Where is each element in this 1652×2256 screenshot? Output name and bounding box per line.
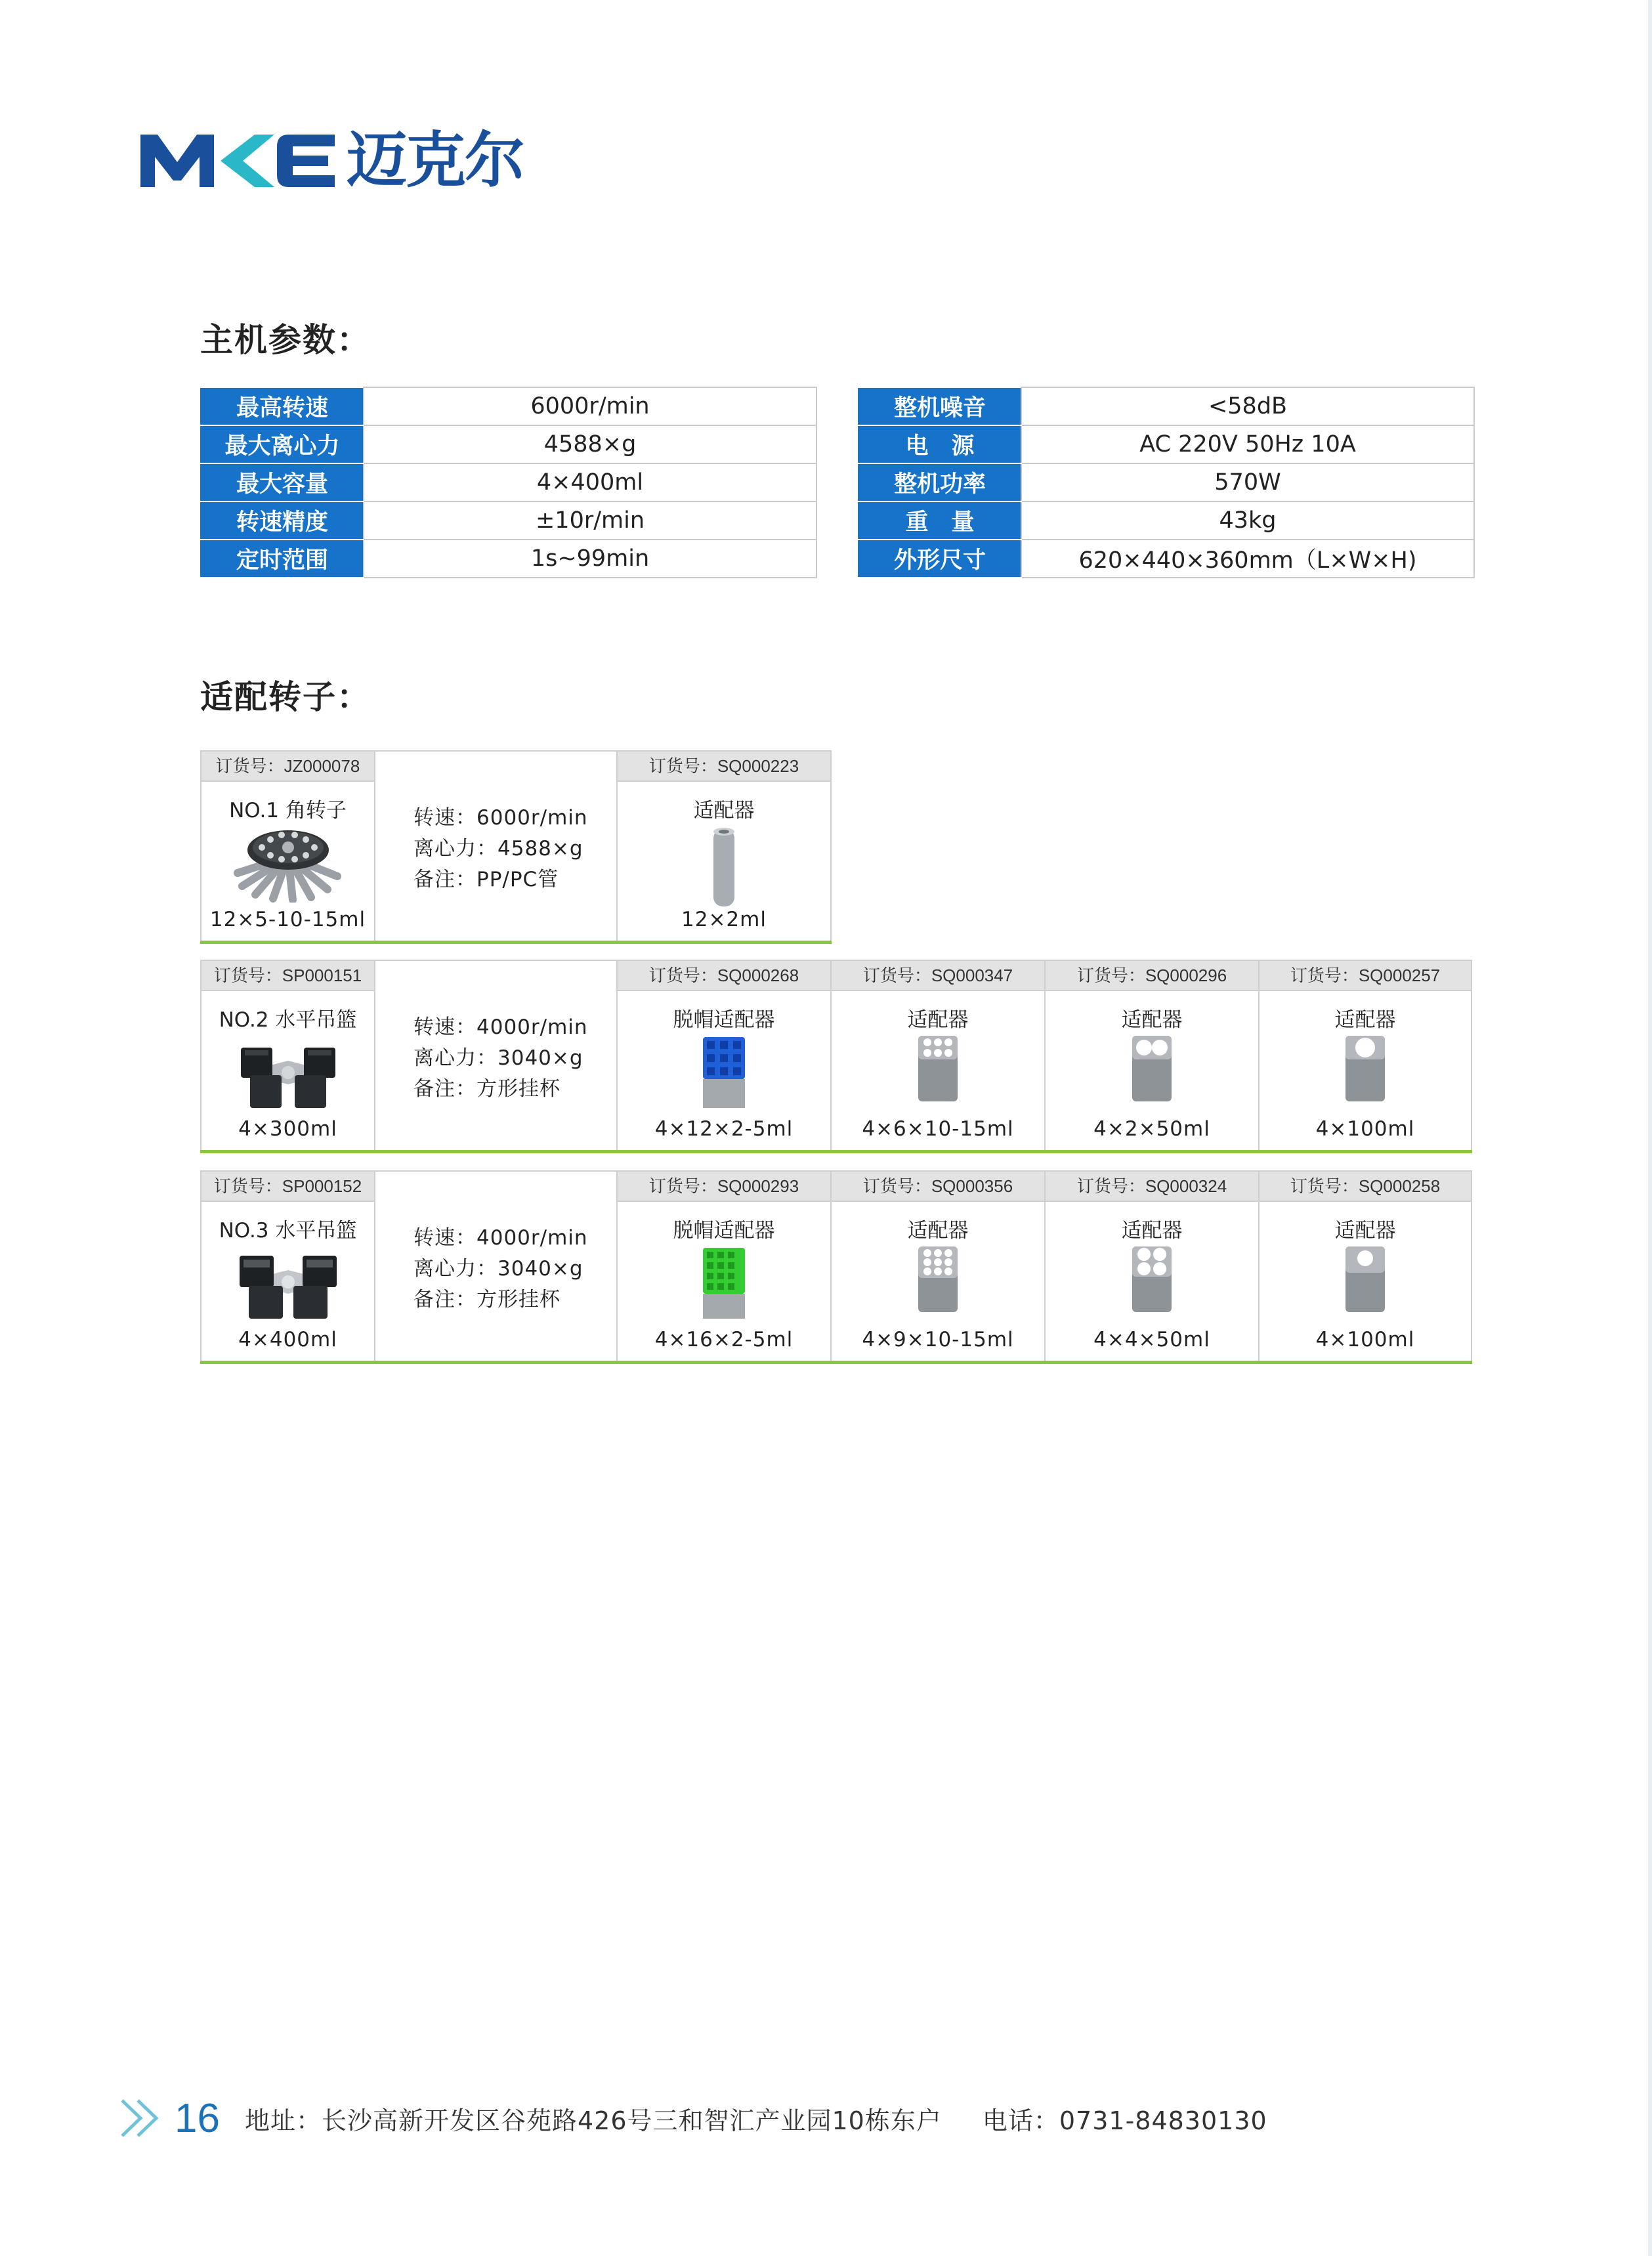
adapter-name: 适配器 [1121, 1008, 1183, 1032]
spec-row [201, 463, 816, 501]
nine-hole-adapter-image [917, 1245, 959, 1315]
adapter-capacity: 4×100ml [1315, 1117, 1415, 1141]
blue-decap-adapter-image [700, 1034, 748, 1111]
rotor-name: NO.1 角转子 [229, 799, 347, 822]
rotor-note: 备注：方形挂杯 [413, 1288, 561, 1311]
spec-value: 1s~99min [364, 540, 816, 578]
rotor-order-number: 订货号：SP000152 [200, 1170, 375, 1202]
four-hole-adapter-image [1131, 1245, 1173, 1315]
adapter-order-number: 订货号：SQ000258 [1258, 1170, 1472, 1202]
rotor-capacity: 12×5-10-15ml [209, 908, 366, 931]
tube-adapter-image [704, 825, 744, 910]
rotor-capacity: 4×400ml [238, 1328, 337, 1351]
rotor-rcf: 离心力：3040×g [413, 1257, 583, 1281]
spec-table-left [200, 387, 817, 578]
spec-row [201, 540, 816, 578]
spec-row [201, 425, 816, 463]
adapter-capacity: 12×2ml [681, 908, 767, 931]
rotor-specs-cell [374, 750, 618, 942]
brand-logo [138, 125, 524, 196]
rotor-name: NO.3 水平吊篮 [219, 1219, 357, 1243]
spec-row [858, 463, 1474, 501]
adapter-order-number: 订货号：SQ000268 [616, 960, 832, 991]
rotor-speed: 转速：4000r/min [413, 1226, 588, 1250]
spec-row [858, 387, 1474, 425]
adapter-capacity: 4×100ml [1315, 1328, 1415, 1351]
rotor-order-number: 订货号：JZ000078 [200, 750, 375, 782]
spec-value: ±10r/min [364, 501, 816, 540]
adapter-order-number: 订货号：SQ000356 [830, 1170, 1046, 1202]
rotor-cell [200, 780, 375, 942]
adapter-cell [830, 1201, 1046, 1362]
adapter-order-number: 订货号：SQ000324 [1044, 1170, 1260, 1202]
spec-row [858, 501, 1474, 540]
spec-value: 620×440×360mm（L×W×H) [1021, 540, 1474, 578]
six-hole-adapter-image [917, 1034, 959, 1104]
spec-label: 重 量 [858, 501, 1021, 540]
spec-value: 4588×g [364, 425, 816, 463]
spec-value: 570W [1021, 463, 1474, 501]
two-hole-adapter-image [1131, 1034, 1173, 1104]
row-divider [200, 941, 832, 944]
adapter-name: 脱帽适配器 [673, 1008, 775, 1032]
adapter-name: 适配器 [907, 1219, 969, 1243]
rotor-specs-cell [374, 960, 618, 1151]
single-hole-adapter-image [1344, 1245, 1386, 1315]
rotor-cell [200, 990, 375, 1151]
adapter-name: 适配器 [693, 799, 755, 822]
swing-bucket-rotor-image [236, 1034, 341, 1112]
spec-label: 最大容量 [201, 463, 364, 501]
spec-row [201, 501, 816, 540]
row-divider [200, 1150, 1472, 1153]
single-hole-adapter-image [1344, 1034, 1386, 1104]
rotor-specs [413, 803, 588, 895]
adapter-name: 适配器 [1334, 1008, 1396, 1032]
mke-logo-mark [138, 128, 341, 194]
footer-address: 地址：长沙高新开发区谷苑路426号三和智汇产业园10栋东户 [244, 2106, 942, 2135]
adapter-order-number: 订货号：SQ000257 [1258, 960, 1472, 991]
adapter-name: 适配器 [1334, 1219, 1396, 1243]
adapter-cell [1258, 990, 1472, 1151]
spec-table-right [858, 387, 1475, 578]
adapter-name: 适配器 [1121, 1219, 1183, 1243]
spec-label: 整机噪音 [858, 387, 1021, 425]
adapter-capacity: 4×9×10-15ml [862, 1328, 1014, 1351]
row-divider [200, 1361, 1472, 1364]
spec-label: 整机功率 [858, 463, 1021, 501]
spec-row [858, 425, 1474, 463]
adapter-cell [616, 780, 832, 942]
adapter-order-number: 订货号：SQ000223 [616, 750, 832, 782]
rotor-rcf: 离心力：3040×g [413, 1046, 583, 1070]
page-edge-strip [1648, 0, 1652, 2256]
adapter-capacity: 4×16×2-5ml [654, 1328, 794, 1351]
spec-value: 4×400ml [364, 463, 816, 501]
rotor-order-number: 订货号：SP000151 [200, 960, 375, 991]
adapter-capacity: 4×12×2-5ml [654, 1117, 794, 1141]
rotor-specs-cell [374, 1170, 618, 1362]
rotor-row-3 [200, 1170, 1472, 1367]
spec-value: 43kg [1021, 501, 1474, 540]
adapter-capacity: 4×2×50ml [1093, 1117, 1210, 1141]
rotor-specs [413, 1223, 588, 1315]
adapter-name: 适配器 [907, 1008, 969, 1032]
angle-rotor-image [232, 824, 344, 903]
spec-label: 最高转速 [201, 387, 364, 425]
adapter-cell [616, 1201, 832, 1362]
rotor-section-title: 适配转子： [200, 678, 371, 716]
swing-bucket-rotor-image [236, 1245, 341, 1323]
brand-name-cn: 迈克尔 [347, 125, 524, 196]
rotor-name: NO.2 水平吊篮 [219, 1008, 357, 1032]
spec-label: 最大离心力 [201, 425, 364, 463]
rotor-note: 备注：方形挂杯 [413, 1077, 561, 1101]
rotor-cell [200, 1201, 375, 1362]
adapter-capacity: 4×6×10-15ml [862, 1117, 1014, 1141]
adapter-order-number: 订货号：SQ000293 [616, 1170, 832, 1202]
adapter-capacity: 4×4×50ml [1093, 1328, 1210, 1351]
spec-row [201, 387, 816, 425]
rotor-speed: 转速：4000r/min [413, 1015, 588, 1039]
adapter-cell [830, 990, 1046, 1151]
spec-label: 转速精度 [201, 501, 364, 540]
adapter-cell [616, 990, 832, 1151]
rotor-speed: 转速：6000r/min [413, 806, 588, 830]
page-footer [118, 2095, 1267, 2141]
specs-section-title: 主机参数： [200, 321, 371, 359]
spec-value: AC 220V 50Hz 10A [1021, 425, 1474, 463]
adapter-order-number: 订货号：SQ000296 [1044, 960, 1260, 991]
adapter-cell [1044, 1201, 1260, 1362]
footer-phone: 电话：0731-84830130 [982, 2106, 1267, 2135]
spec-label: 定时范围 [201, 540, 364, 578]
adapter-order-number: 订货号：SQ000347 [830, 960, 1046, 991]
green-decap-adapter-image [700, 1245, 748, 1321]
spec-label: 外形尺寸 [858, 540, 1021, 578]
spec-value: 6000r/min [364, 387, 816, 425]
spec-label: 电 源 [858, 425, 1021, 463]
spec-row [858, 540, 1474, 578]
adapter-cell [1044, 990, 1260, 1151]
rotor-row-2 [200, 960, 1472, 1157]
double-chevron-icon [118, 2096, 168, 2140]
rotor-row-1 [200, 750, 1472, 947]
spec-value: <58dB [1021, 387, 1474, 425]
rotor-capacity: 4×300ml [238, 1117, 337, 1141]
page-number: 16 [175, 2095, 220, 2141]
adapter-cell [1258, 1201, 1472, 1362]
adapter-name: 脱帽适配器 [673, 1219, 775, 1243]
rotor-specs [413, 1012, 588, 1105]
rotor-rcf: 离心力：4588×g [413, 837, 583, 861]
rotor-note: 备注：PP/PC管 [413, 868, 559, 891]
